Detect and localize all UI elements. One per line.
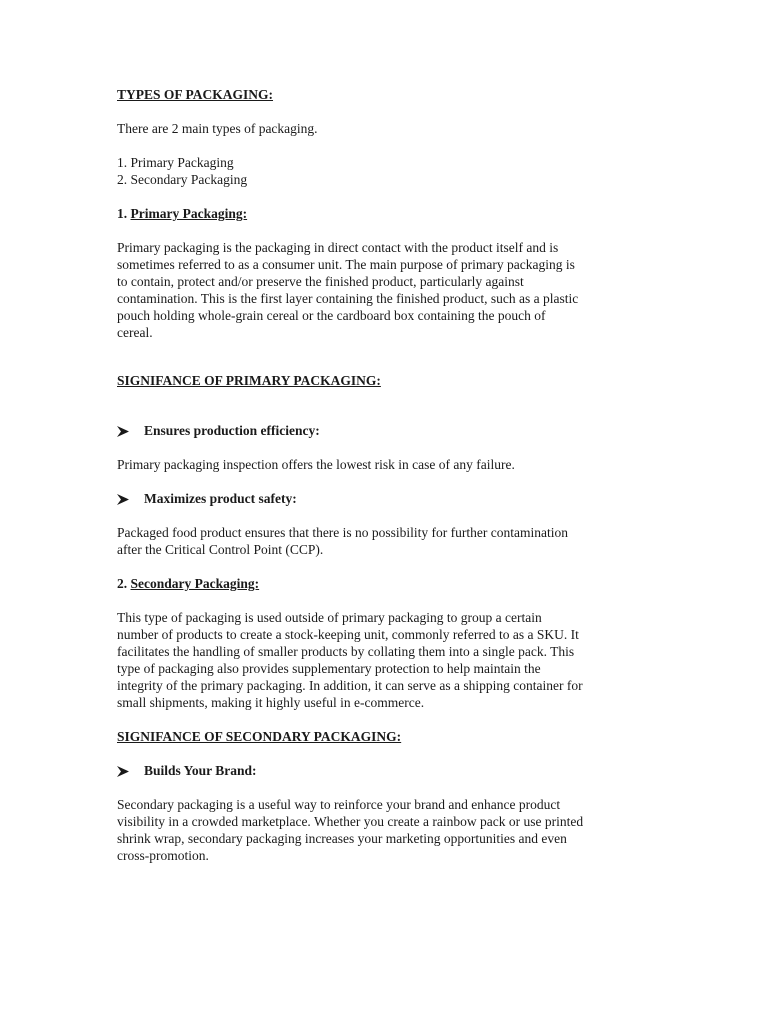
paragraph-line: pouch holding whole-grain cereal or the cardboard box containing the pouch of (117, 308, 546, 323)
section-heading-text: Secondary Packaging: (130, 576, 260, 591)
bullet-item (117, 762, 657, 779)
section-number: 1. (117, 206, 131, 221)
section-heading-secondary (117, 575, 657, 592)
paragraph-line: cross-promotion. (117, 848, 209, 863)
arrowhead-bullet-icon (117, 426, 129, 437)
paragraph-line: after the Critical Control Point (CCP). (117, 542, 324, 557)
section-number: 2. (117, 576, 131, 591)
significance-secondary-heading: SIGNIFANCE OF SECONDARY PACKAGING: (117, 729, 402, 744)
paragraph-line: shrink wrap, secondary packaging increases your marketing opportunities and even (117, 831, 567, 846)
bullet-text: Primary packaging inspection offers the lowest risk in case of any failure. (117, 457, 515, 472)
bullet-label: Ensures production efficiency: (144, 423, 320, 438)
paragraph-line: contamination. This is the first layer containing the finished product, such as a plastic (117, 291, 579, 306)
bullet-item (117, 422, 657, 439)
paragraph-line: type of packaging also provides supplementary protection to help maintain the (117, 661, 541, 676)
arrowhead-bullet-icon (117, 766, 129, 777)
secondary-paragraph (117, 609, 657, 711)
paragraph-line: This type of packaging is used outside of primary packaging to group a certain (117, 610, 542, 625)
primary-paragraph (117, 239, 657, 341)
bullet-text (117, 796, 657, 864)
section-heading-text: Primary Packaging: (130, 206, 248, 221)
paragraph-line: small shipments, making it highly useful in e-commerce. (117, 695, 425, 710)
list-item: 1. Primary Packaging (117, 155, 234, 170)
arrowhead-bullet-icon (117, 494, 129, 505)
paragraph-line: sometimes referred to as a consumer unit. The main purpose of primary packaging is (117, 257, 575, 272)
document-title: TYPES OF PACKAGING: (117, 87, 274, 102)
bullet-label: Builds Your Brand: (144, 763, 257, 778)
section-heading-primary (117, 205, 657, 222)
bullet-label: Maximizes product safety: (144, 491, 297, 506)
paragraph-line: number of products to create a stock-keeping unit, commonly referred to as a SKU. It (117, 627, 579, 642)
bullet-item (117, 490, 657, 507)
document-page (117, 86, 657, 864)
paragraph-line: Primary packaging is the packaging in direct contact with the product itself and is (117, 240, 559, 255)
paragraph-line: integrity of the primary packaging. In addition, it can serve as a shipping container for (117, 678, 583, 693)
paragraph-line: facilitates the handling of smaller products by collating them into a single pack. This (117, 644, 575, 659)
intro-text: There are 2 main types of packaging. (117, 121, 318, 136)
significance-primary-heading: SIGNIFANCE OF PRIMARY PACKAGING: (117, 373, 381, 388)
paragraph-line: visibility in a crowded marketplace. Whether you create a rainbow pack or use printed (117, 814, 584, 829)
list-item: 2. Secondary Packaging (117, 172, 248, 187)
paragraph-line: Packaged food product ensures that there is no possibility for further contamination (117, 525, 569, 540)
paragraph-line: cereal. (117, 325, 153, 340)
paragraph-line: Secondary packaging is a useful way to reinforce your brand and enhance product (117, 797, 561, 812)
paragraph-line: to contain, protect and/or preserve the finished product, particularly against (117, 274, 524, 289)
bullet-text (117, 524, 657, 558)
